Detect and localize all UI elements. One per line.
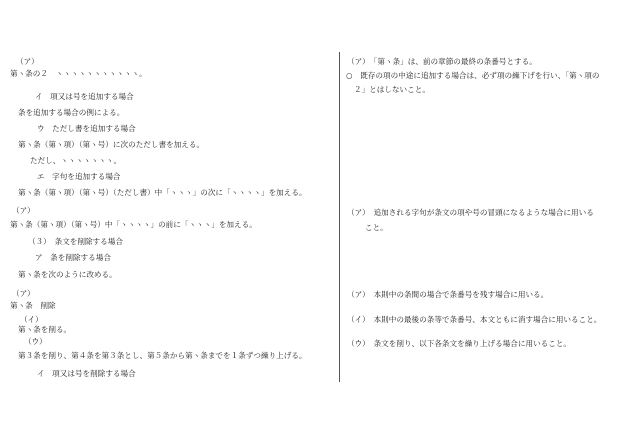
note-insert-paragraph: ○ 既存の項の中途に追加する場合は、必ず項の繰下げを行い、「第ヽ項の [346, 71, 600, 80]
note-renumber: （ウ） 条文を削り、以下各条文を繰り上げる場合に用いること。 [347, 339, 572, 348]
label-a-1: （ア） [16, 57, 39, 66]
heading-delete-articles: （３） 条文を削除する場合 [28, 237, 123, 246]
note-insert-paragraph-cont: ２」とはしないこと。 [354, 85, 430, 94]
label-i: （イ） [20, 315, 43, 324]
note-erase-last: （イ） 本則中の最後の条等で条番号、本文ともに消す場合に用いること。 [347, 315, 602, 324]
example-article-2: 第ヽ条の２ ヽヽヽヽヽヽヽヽヽヽヽ。 [10, 69, 147, 78]
column-divider [339, 52, 340, 382]
text-article-deleted: 第ヽ条 削除 [10, 301, 56, 310]
heading-add-proviso: ウ ただし書を追加する場合 [37, 124, 136, 133]
note-article-number: （ア） 「第ヽ条」は、前の章節の最終の条番号とする。 [347, 57, 537, 66]
label-a-3: （ア） [12, 289, 35, 298]
note-added-phrase-cont: こと。 [365, 223, 388, 232]
text-proviso-body: ただし、ヽヽヽヽヽヽヽ。 [30, 156, 122, 165]
text-add-article-rule: 条を追加する場合の例による。 [18, 108, 125, 117]
text-add-phrase-before: 第ヽ条（第ヽ項）（第ヽ号）中「ヽヽヽヽ」の前に「ヽヽヽ」を加える。 [10, 220, 257, 229]
label-u: （ウ） [24, 337, 47, 346]
text-delete-article: 第ヽ条を削る。 [18, 325, 72, 334]
text-add-proviso-example: 第ヽ条（第ヽ項）（第ヽ号）に次のただし書を加える。 [18, 140, 205, 149]
text-delete-and-renumber: 第３条を削り、第４条を第３条とし、第５条から第ヽ条までを１条ずつ繰り上げる。 [18, 351, 307, 360]
text-revise-article: 第ヽ条を次のように改める。 [18, 270, 117, 279]
label-a-2: （ア） [12, 206, 35, 215]
note-keep-number: （ア） 本則中の条間の場合で条番号を残す場合に用いる。 [347, 290, 549, 299]
heading-add-paragraph: イ 項又は号を追加する場合 [35, 92, 134, 101]
note-added-phrase: （ア） 追加される字句が条文の項や号の冒頭になるような場合に用いる [347, 208, 594, 217]
text-add-phrase-after: 第ヽ条（第ヽ項）（第ヽ号）（ただし書）中「ヽヽヽ」の次に「ヽヽヽヽ」を加える。 [18, 188, 307, 197]
heading-delete-article: ア 条を削除する場合 [35, 253, 111, 262]
heading-delete-paragraph: イ 項又は号を削除する場合 [37, 369, 136, 378]
heading-add-phrase: エ 字句を追加する場合 [37, 172, 121, 181]
